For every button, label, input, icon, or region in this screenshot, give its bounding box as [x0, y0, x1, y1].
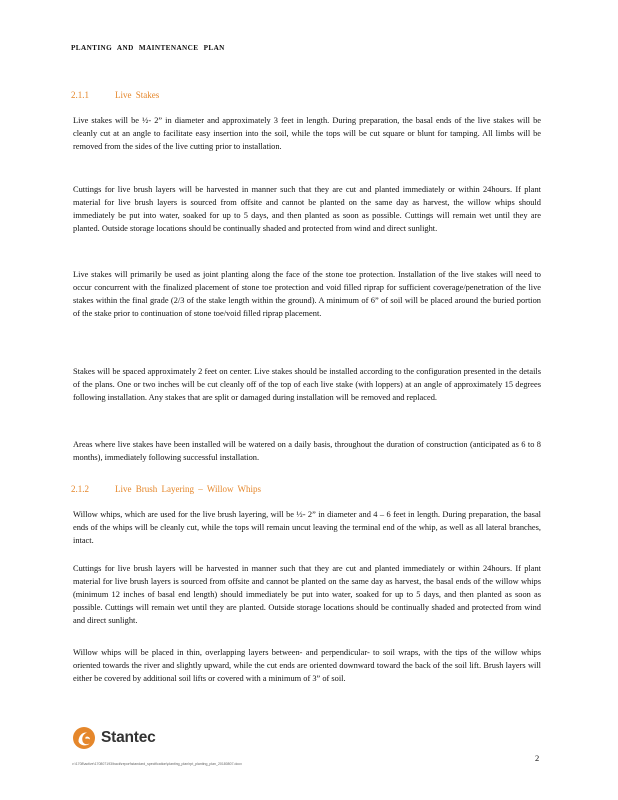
- paragraph: Cuttings for live brush layers will be harvested in manner such that they are cut and planted immediately or within 24hours. If plant material for live brush layers is sourced from offsite and cannot be planted on the same day as harvest, the willow whips should immediately be put into water, soaked for up to 5 days, and then planted as soon as possible. Cuttings will remain wet until they are planted. Outside storage locations should be continually shaded and protected from wind and direct sunlight.: [73, 185, 541, 234]
- section-number: 2.1.1: [71, 90, 89, 100]
- paragraph: Live stakes will be ½- 2” in diameter and approximately 3 feet in length. During preparation, the basal ends of the live stakes will be cleanly cut at an angle to facilitate easy insertion into the soil, while the tops will be cut square or blunt for tamping. All limbs will be removed from the sides of the live cutting prior to installation.: [73, 116, 541, 152]
- stantec-logo-icon: [72, 726, 96, 750]
- page-number: 2: [535, 753, 540, 763]
- paragraph: Willow whips, which are used for the live brush layering, will be ½- 2” in diameter and 4 – 6 feet in length. During preparation, the basal ends of the whips will be cleanly cut, while the tops will remain uncut leaving the terminal end of the whip, as well as all lateral branches, intact.: [73, 510, 541, 546]
- section-title: Live Stakes: [115, 90, 160, 100]
- section-heading-live-brush-layering: [71, 484, 261, 494]
- footer-file-path: v:\1708\active\170807193\back\report\standard_specification\planting_plan\rpt_planting_plan_20180807.docx: [72, 762, 242, 766]
- logo-wordmark: Stantec: [101, 729, 156, 746]
- section-heading-live-stakes: [71, 90, 159, 100]
- paragraph: Live stakes will primarily be used as joint planting along the face of the stone toe protection. Installation of the live stakes will need to occur concurrent with the finalized placement of stone toe protection and void filled riprap for sufficient coverage/penetration of the live stakes within the final grade (2/3 of the stake length within the ground). A minimum of 6” of soil will be placed around the buried portion of the stake prior to continuation of stone toe/void filled riprap placement.: [73, 270, 541, 319]
- section-number: 2.1.2: [71, 484, 89, 494]
- paragraph: Cuttings for live brush layers will be harvested in manner such that they are cut and planted immediately or within 24hours. If plant material for live brush layers is sourced from offsite and cannot be planted on the same day as harvest, the basal ends of the willow whips (minimum 12 inches of basal end length) should immediately be put into water, soaked for up to 5 days, and then planted as soon as possible. Cuttings will remain wet until they are planted. Outside storage locations should be continually shaded and protected from wind and direct sunlight.: [73, 564, 541, 626]
- page-header-title: PLANTING AND MAINTENANCE PLAN: [71, 44, 225, 52]
- stantec-logo: [72, 726, 156, 750]
- paragraph: Areas where live stakes have been installed will be watered on a daily basis, throughout the duration of construction (anticipated as 6 to 8 months), immediately following successful installation.: [73, 440, 541, 463]
- paragraph: Stakes will be spaced approximately 2 feet on center. Live stakes should be installed according to the configuration presented in the details of the plans. One or two inches will be cut cleanly off of the top of each live stake (with loppers) at an angle of approximately 15 degrees following installation. Any stakes that are split or damaged during installation will be removed and replaced.: [73, 367, 541, 403]
- section-title: Live Brush Layering – Willow Whips: [115, 484, 262, 494]
- paragraph: Willow whips will be placed in thin, overlapping layers between- and perpendicular- to soil wraps, with the tips of the willow whips oriented towards the river and slightly upward, while the cut ends are oriented downward toward the back of the soil lift. Brush layers will either be covered by additional soil lifts or covered with a minimum of 3” of soil.: [73, 648, 541, 684]
